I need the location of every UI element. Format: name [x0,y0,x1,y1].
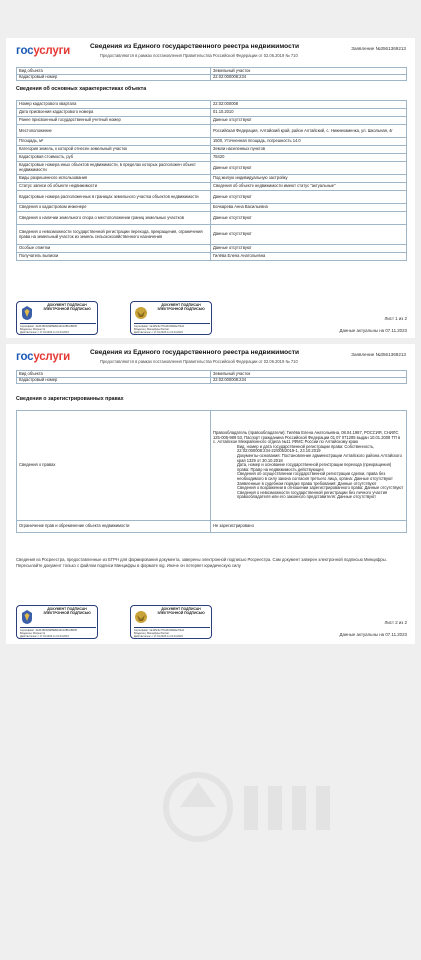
table-row: Виды разрешенного использования Под жилую индивидуальную застройку [17,175,407,183]
sheet-number: Лист 1 из 2 [384,316,407,321]
request-number: Заявление №3561369213 [351,46,406,51]
signature-stamp-mintsifry: ДОКУМЕНТ ПОДПИСАН ЭЛЕКТРОННОЙ ПОДПИСЬЮ Сертификат: 2a1b5c3e77f1d0c9b8a4e7f2d1 Владелец: Минцифры России Действителен: с 17.01.2023 по 12.04.2024 [130,605,212,639]
table-row: Сведения о кадастровом инженере Бочкарева Анна Васильевна [17,204,407,212]
table-row: Сведения о правах Правообладатель (правообладатели): Гилёва Елена Анатольевна, 08.04.1987, РОССИЯ, СНИЛС 125-006-989 53, Паспорт гражданина Российской Федерации 01 07 071285 выдан 10.01.2008 ТП в с. Алтайское Межрайонного отдела №11 УФМС России по Алтайскому краю Вид, номер и дата государственной регистрации права: Собственность, 22:02:000008:234-22/005/2019-1, 23.10.2019 Документы-основания: Постановление администрации Алтайского района Алтайского края 1329 от 30.10.2018 Дата, номер и основание государственной регистрации перехода (прекращения) права: Право на недвижимость действующее Сведения об осуществлении государственной регистрации сделки, права без необходимого в силу закона согласия третьего лица, органа: Данные отсутствуют Заявленные в судебном порядке права требования: Данные отсутствуют Сведения о возражении в отношении зарегистрированного права: Данные отсутствуют Сведения о невозможности государственной регистрации без личного участия правообладателя или его законного представителя: Данные отсутствуют [17,411,407,521]
table-row: Кадастровый номер 22:02:000008:234 [17,377,407,384]
signature-stamp-mintsifry: ДОКУМЕНТ ПОДПИСАН ЭЛЕКТРОННОЙ ПОДПИСЬЮ Сертификат: 2a1b5c3e77f1d0c9b8a4e7f2d1 Владелец: Минцифры России Действителен: с 17.01.2023 по 12.04.2024 [130,301,212,335]
actuality-date: Данные актуальны на 07.11.2023 [339,328,407,333]
document-title: Сведения из Единого государственного реестра недвижимости [90,349,300,356]
section-title-rights: Сведения о зарегистрированных правах [16,396,124,402]
object-summary-table [16,67,407,81]
object-summary-table [16,370,407,384]
table-row: Вид объекта Земельный участок [17,371,407,378]
document-subtitle: Предоставляются в рамках постановления Правительства Российской Федерации от 02.06.2019 № 710 [100,359,298,364]
watermark-logo-icon [158,752,358,862]
table-row: Кадастровые номера иных объектов недвижимости, в пределах которых расположен объект недвижимости Данные отсутствуют [17,162,407,175]
coat-of-arms-icon [20,609,34,625]
sheet-number: Лист 2 из 2 [384,620,407,625]
table-row: Ранее присвоенный государственный учетный номер Данные отсутствуют [17,117,407,125]
signature-stamp-rosreestr: ДОКУМЕНТ ПОДПИСАН ЭЛЕКТРОННОЙ ПОДПИСЬЮ Сертификат: 4A3F15FA0D85EBA42C10BCAB97B Владелец: Росреестр Действителен: с 17.01.2023 по 12.04.2024 [16,301,98,335]
document-header [16,42,406,62]
coat-of-arms-icon [20,305,34,321]
table-row: Кадастровая стоимость, руб 78420 [17,154,407,162]
eagle-emblem-icon [134,609,148,625]
table-row: Кадастровый номер 22:02:000008:234 [17,74,407,81]
table-row: Статус записи об объекте недвижимости Сведения об объекте недвижимости имеют статус "актуальные" [17,183,407,191]
request-number: Заявление №3561369213 [351,352,406,357]
gosuslugi-logo: госуслуги [16,351,71,363]
table-row: Категория земель, к которой отнесен земельный участок Земли населенных пунктов [17,146,407,154]
section-title-characteristics: Сведения об основных характеристиках объекта [16,86,147,92]
table-row: Местоположение Российская Федерация, Алтайский край, район Алтайский, с. Нижнекаменка, ул. Школьная, 4г [17,125,407,138]
table-row: Кадастровые номера расположенных в границах земельного участка объектов недвижимости Данные отсутствуют [17,191,407,204]
table-row: Площадь, м² 1500, Уточненная площадь, погрешность 14.0 [17,138,407,146]
table-row: Сведения о невозможности государственной регистрации перехода, прекращения, ограничения права на земельный участок из земель сельскохозяйственного назначения Данные отсутствуют [17,225,407,245]
table-row: Вид объекта Земельный участок [17,68,407,75]
document-title: Сведения из Единого государственного реестра недвижимости [90,43,300,50]
signature-note: Сведения из Росреестра, предоставленные из ЕГРН для формирования документа, заверены электронной подписью Росреестра. Сам документ заверен электронной подписью Минцифры. Пересылайте документ только с файлом подписи Минцифры в формате sig. Иначе он потеряет юридическую силу [16,557,387,568]
table-row: Номер кадастрового квартала 22:02:000008 [17,101,407,109]
document-page-2 [6,344,415,644]
table-row: Получатель выписки Гилёва Елена Анатольевна [17,253,407,261]
table-row: Особые отметки Данные отсутствуют [17,245,407,253]
rights-table [16,410,407,533]
table-row: Дата присвоения кадастрового номера 01.10.2010 [17,109,407,117]
table-row: Сведения о наличии земельного спора о местоположении границ земельных участков Данные отсутствуют [17,212,407,225]
table-row: Ограничение прав и обременение объекта недвижимости Не зарегистрировано [17,521,407,533]
actuality-date: Данные актуальны на 07.11.2023 [339,632,407,637]
document-page-1 [6,38,415,338]
eagle-emblem-icon [134,305,148,321]
characteristics-table [16,100,407,261]
document-header [16,348,406,368]
document-subtitle: Предоставляются в рамках постановления Правительства Российской Федерации от 02.06.2019 № 710 [100,53,298,58]
gosuslugi-logo: госуслуги [16,45,71,57]
signature-stamp-rosreestr: ДОКУМЕНТ ПОДПИСАН ЭЛЕКТРОННОЙ ПОДПИСЬЮ Сертификат: 4A3F15FA0D85EBA42C10BCAB97B Владелец: Росреестр Действителен: с 17.01.2023 по 12.04.2024 [16,605,98,639]
